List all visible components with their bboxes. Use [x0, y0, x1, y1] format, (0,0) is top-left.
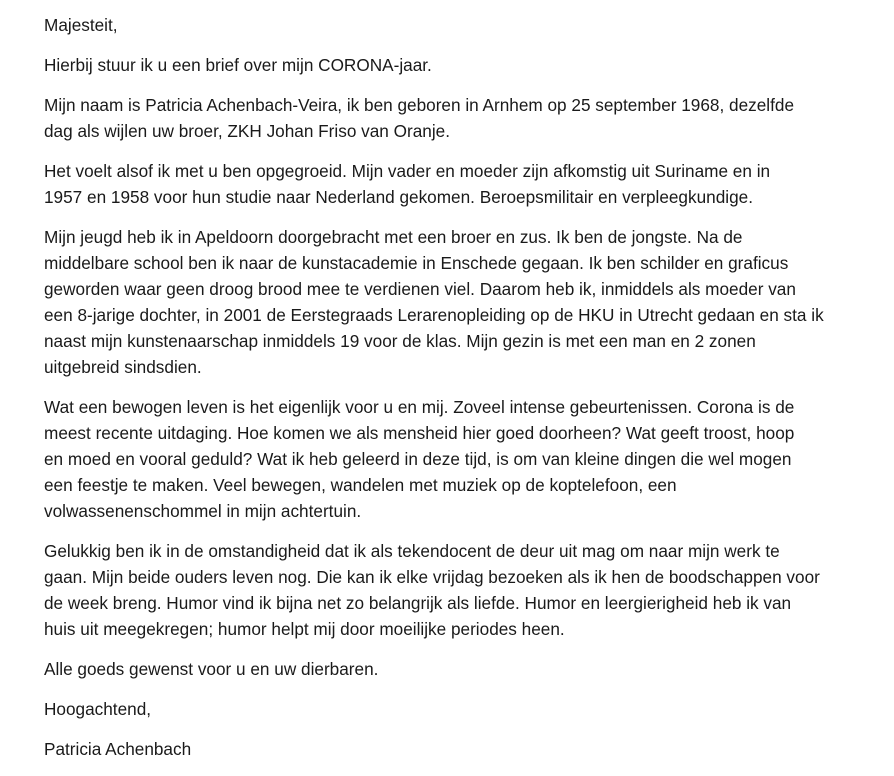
text-line: huis uit meegekregen; humor helpt mij door moeilijke periodes heen.	[44, 619, 565, 639]
text-line: dag als wijlen uw broer, ZKH Johan Friso van Oranje.	[44, 121, 451, 141]
text-line: meest recente uitdaging. Hoe komen we als mensheid hier goed doorheen? Wat geeft troost, hoop	[44, 423, 795, 443]
signature: Patricia Achenbach	[44, 739, 192, 759]
intro-line: Hierbij stuur ik u een brief over mijn CORONA-jaar.	[44, 55, 432, 75]
paragraph-parents	[44, 158, 868, 210]
text-line: een feestje te maken. Veel bewegen, wandelen met muziek op de koptelefoon, een	[44, 475, 677, 495]
text-line: 1957 en 1958 voor hun studie naar Nederland gekomen. Beroepsmilitair en verpleegkundige.	[44, 187, 753, 207]
text-line: de week breng. Humor vind ik bijna net zo belangrijk als liefde. Humor en leergierigheid heb ik van	[44, 593, 792, 613]
text-line: volwassenenschommel in mijn achtertuin.	[44, 501, 362, 521]
text-line: Het voelt alsof ik met u ben opgegroeid. Mijn vader en moeder zijn afkomstig uit Suriname en in	[44, 161, 771, 181]
text-line: Gelukkig ben ik in de omstandigheid dat ik als tekendocent de deur uit mag om naar mijn werk te	[44, 541, 780, 561]
text-line: geworden waar geen droog brood mee te verdienen viel. Daarom heb ik, inmiddels als moeder van	[44, 279, 796, 299]
paragraph-corona	[44, 394, 868, 524]
text-line: middelbare school ben ik naar de kunstacademie in Enschede gegaan. Ik ben schilder en graficus	[44, 253, 789, 273]
text-line: gaan. Mijn beide ouders leven nog. Die kan ik elke vrijdag bezoeken als ik hen de boodschappen voor	[44, 567, 820, 587]
letter-document	[44, 12, 868, 776]
text-line: Mijn naam is Patricia Achenbach-Veira, ik ben geboren in Arnhem op 25 september 1968, dezelfde	[44, 95, 795, 115]
paragraph-work	[44, 538, 868, 642]
text-line: naast mijn kunstenaarschap inmiddels 19 voor de klas. Mijn gezin is met een man en 2 zonen	[44, 331, 756, 351]
text-line: Wat een bewogen leven is het eigenlijk voor u en mij. Zoveel intense gebeurtenissen. Corona is de	[44, 397, 795, 417]
text-line: een 8-jarige dochter, in 2001 de Eerstegraads Lerarenopleiding op de HKU in Utrecht gedaan en sta ik	[44, 305, 824, 325]
paragraph-birth	[44, 92, 868, 144]
closing-line: Hoogachtend,	[44, 699, 152, 719]
wishes-line: Alle goeds gewenst voor u en uw dierbaren.	[44, 659, 379, 679]
text-line: Mijn jeugd heb ik in Apeldoorn doorgebracht met een broer en zus. Ik ben de jongste. Na de	[44, 227, 743, 247]
paragraph-youth	[44, 224, 868, 380]
text-line: uitgebreid sindsdien.	[44, 357, 202, 377]
salutation: Majesteit,	[44, 15, 118, 35]
text-line: en moed en vooral geduld? Wat ik heb geleerd in deze tijd, is om van kleine dingen die wel mogen	[44, 449, 792, 469]
